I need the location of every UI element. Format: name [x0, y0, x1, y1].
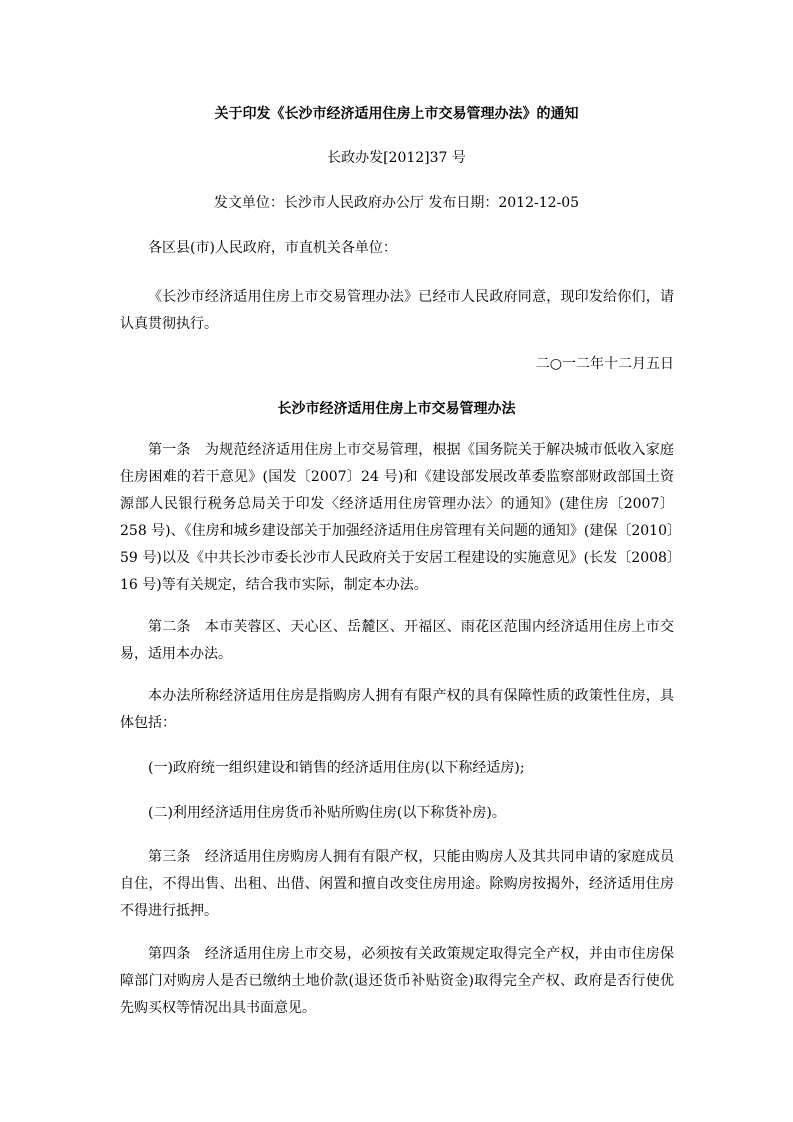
issuer-line: 发文单位：长沙市人民政府办公厅 发布日期：2012-12-05	[213, 195, 580, 211]
issue-date: 二○一二年十二月五日	[535, 356, 674, 372]
article-1: 第一条 为规范经济适用住房上市交易管理，根据《国务院关于解决城市低收入家庭住房困难的若干意见》(国发〔2007〕24 号)和《建设部发展改革委监察部财政部国土资源部人民银行税务总局关于印发〈经济适用住房管理办法〉的通知》(建住房〔2007〕258 号)、《住房和城乡建设部关于加强经济适用住房管理有关问题的通知》(建保〔2010〕59 号)以及《中共长沙市委长沙市人民政府关于安居工程建设的实施意见》(长发〔2008〕16 号)等有关规定，结合我市实际，制定本办法。	[120, 442, 674, 593]
definition-paragraph: 本办法所称经济适用住房是指购房人拥有有限产权的具有保障性质的政策性住房，具体包括：	[120, 688, 674, 731]
document-number: 长政办发[2012]37 号	[327, 150, 466, 166]
salutation: 各区县(市)人民政府，市直机关各单位：	[148, 240, 397, 256]
article-3: 第三条 经济适用住房购房人拥有有限产权，只能由购房人及其共同申请的家庭成员自住，不得出售、出租、出借、闲置和擅自改变住房用途。除购房按揭外，经济适用住房不得进行抵押。	[120, 849, 674, 919]
definition-item-1: (一)政府统一组织建设和销售的经济适用住房(以下称经适房);	[148, 760, 525, 776]
subtitle: 长沙市经济适用住房上市交易管理办法	[277, 401, 516, 417]
article-4: 第四条 经济适用住房上市交易，必须按有关政策规定取得完全产权，并由市住房保障部门对购房人是否已缴纳土地价款(退还货币补贴资金)取得完全产权、政府是否行使优先购买权等情况出具书面意见。	[120, 946, 674, 1016]
article-2: 第二条 本市芙蓉区、天心区、岳麓区、开福区、雨花区范围内经济适用住房上市交易，适用本办法。	[120, 619, 674, 662]
definition-item-2: (二)利用经济适用住房货币补贴所购住房(以下称货补房)。	[148, 805, 506, 821]
intro-paragraph: 《长沙市经济适用住房上市交易管理办法》已经市人民政府同意，现印发给你们，请认真贯彻执行。	[120, 289, 674, 332]
document-title: 关于印发《长沙市经济适用住房上市交易管理办法》的通知	[214, 106, 579, 122]
